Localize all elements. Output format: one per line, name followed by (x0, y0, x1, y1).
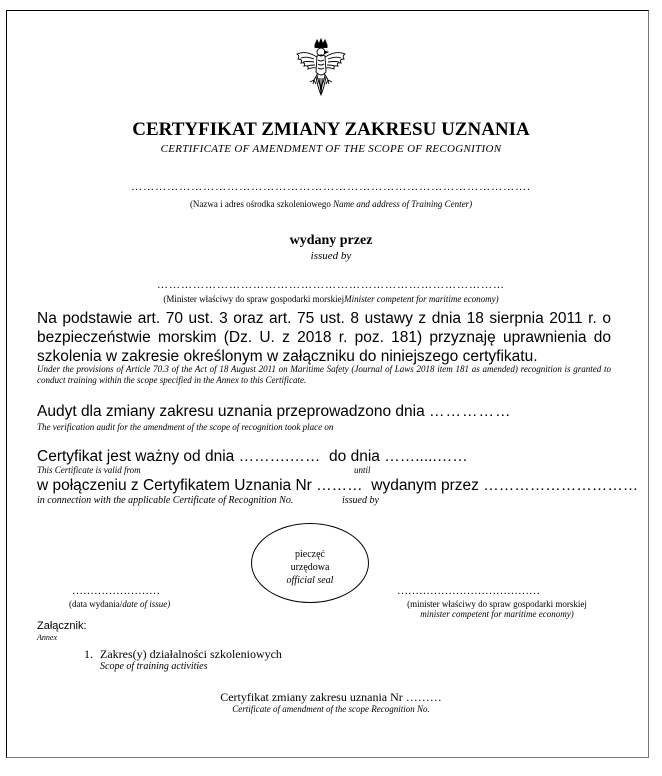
polish-eagle-emblem-icon (294, 38, 348, 100)
certificate-title: CERTYFIKAT ZMIANY ZAKRESU UZNANIA (132, 119, 530, 140)
annex-item: Zakres(y) działalności szkoleniowych (100, 647, 282, 661)
certificate-title-en: CERTIFICATE OF AMENDMENT OF THE SCOPE OF RECOGNITION (160, 143, 502, 155)
training-center-caption-pl: (Nazwa i adres ośrodka szkoleniowego (189, 199, 331, 209)
connection-dots: ……… (316, 477, 363, 494)
date-of-issue-caption (69, 599, 170, 609)
annex-label-en: Annex (37, 633, 57, 642)
valid-from-dots: ……….…… (238, 448, 321, 465)
legal-basis-text-en: Under the provisions of Article 70.3 of the Act of 18 August 2011 on Maritime Safety (Journal of Laws 2018 item 181 as amended) recognition is granted to conduct training within the scope specified in the Annex to this Certificate. (37, 364, 611, 385)
connection-line (37, 477, 638, 495)
seal-line-2: urzędowa (290, 562, 330, 573)
valid-to-dots: …….....…… (384, 448, 468, 465)
official-seal-placeholder (251, 523, 369, 603)
legal-basis-text: Na podstawie art. 70 ust. 3 oraz art. 75 ust. 8 ustawy z dnia 18 sierpnia 2011 r. o bezpieczeństwie morskim (Dz. U. z 2018 r. poz. 181) przyznaję uprawnienia do szkolenia w zakresie określonym w załączniku do niniejszego certyfikatu. (37, 310, 611, 365)
valid-to-text-en: until (354, 465, 371, 475)
minister-dots: …………………………………………………………………………… (157, 279, 505, 291)
issued-by-heading-en: issued by (310, 250, 352, 262)
valid-from-text-en: This Certificate is valid from (37, 465, 141, 475)
date-of-issue-dots: …………………… (72, 585, 160, 597)
annex-item-number: 1. (84, 647, 93, 661)
issued-with-text: wydanym przez (371, 477, 479, 494)
annex-label: Załącznik: (37, 620, 87, 632)
training-center-caption-en: Name and address of Training Center) (333, 199, 473, 209)
annex-item-en: Scope of training activities (100, 661, 208, 672)
seal-line-1: pieczęć (295, 549, 325, 560)
valid-from-text: Certyfikat jest ważny od dnia (37, 448, 235, 465)
valid-to-text: do dnia (329, 448, 380, 465)
connection-text: w połączeniu z Certyfikatem Uznania Nr (37, 477, 312, 494)
signature-caption-en: minister competent for maritime economy) (420, 609, 574, 619)
valid-from-line (37, 448, 468, 466)
minister-caption-en: Minister competent for maritime economy) (344, 294, 499, 304)
signature-caption-pl: (minister właściwy do spraw gospodarki morskiej (407, 599, 587, 609)
issued-with-dots: ………………………… (483, 477, 639, 494)
date-caption-en: date of issue) (122, 599, 171, 609)
audit-text-en: The verification audit for the amendment of the scope of recognition took place on (37, 422, 334, 432)
signature-dots: ………………………………… (397, 585, 540, 597)
issued-by-heading: wydany przez (289, 233, 373, 248)
seal-line-3: official seal (286, 575, 334, 586)
footer-certificate-number: Certyfikat zmiany zakresu uznania Nr ……… (220, 690, 442, 704)
minister-caption (0, 294, 662, 304)
training-center-caption (0, 199, 662, 209)
issued-with-text-en: issued by (342, 495, 379, 506)
audit-date-dots: …………… (429, 403, 512, 420)
footer-certificate-number-en: Certificate of amendment of the scope Recognition No. (232, 704, 430, 714)
audit-line (37, 403, 512, 421)
date-caption-pl: (data wydania/ (69, 599, 123, 609)
training-center-dots: ………………………………………………………………………………………. (131, 181, 531, 193)
connection-text-en: in connection with the applicable Certificate of Recognition No. (37, 495, 294, 506)
audit-text: Audyt dla zmiany zakresu uznania przeprowadzono dnia (37, 403, 425, 420)
minister-caption-pl: (Minister właściwy do spraw gospodarki morskiej (163, 294, 345, 304)
